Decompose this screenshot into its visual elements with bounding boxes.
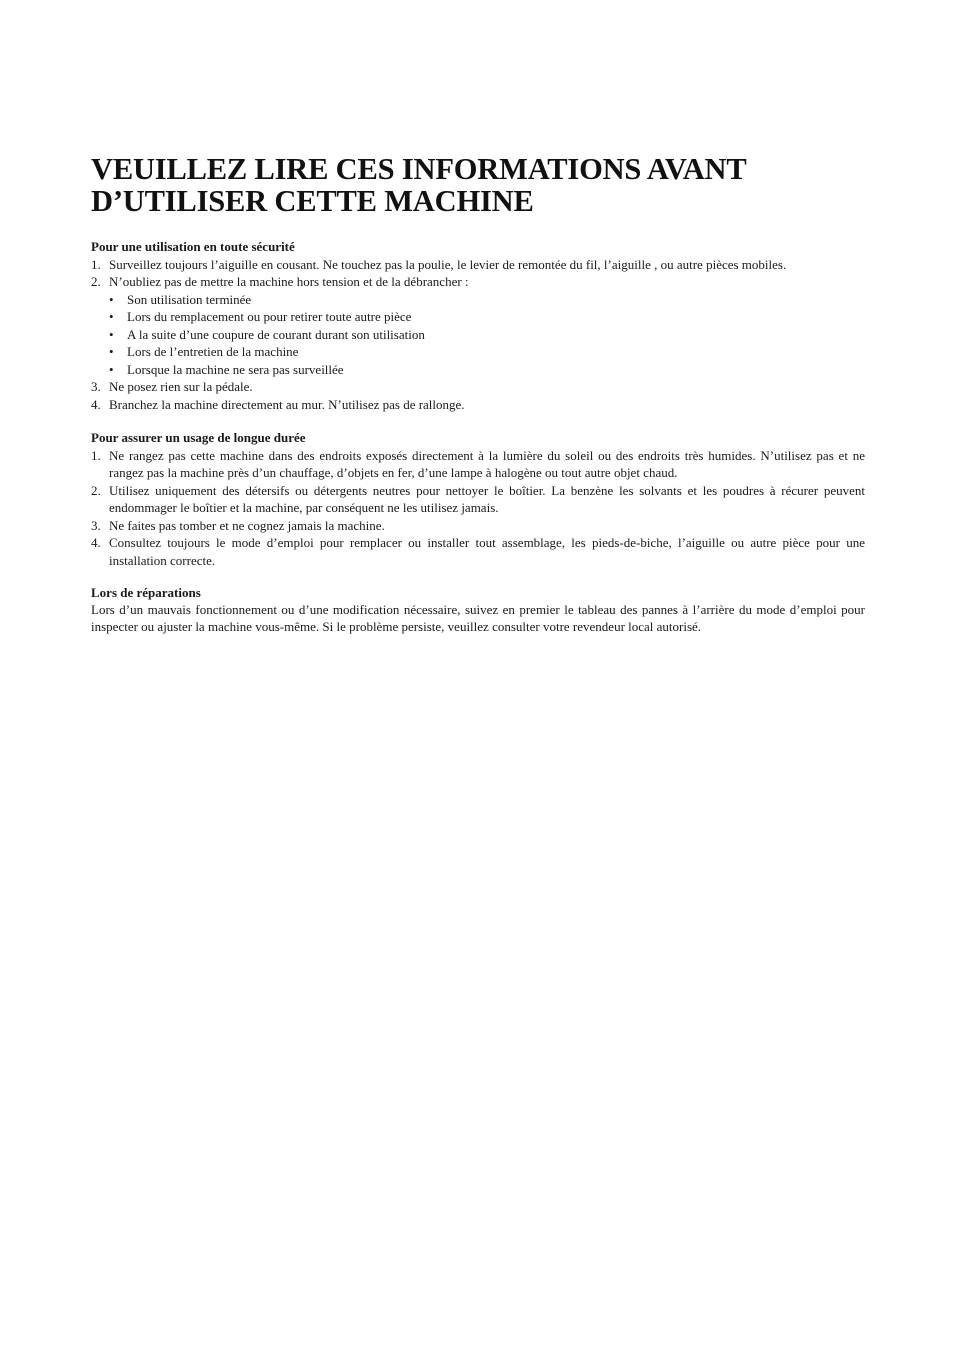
list-item-text: Surveillez toujours l’aiguille en cousant. Ne touchez pas la poulie, le levier de remontée du fil, l’aiguille , ou autre pièces mobiles. — [109, 256, 787, 272]
safety-list — [91, 256, 865, 291]
list-item-number: 4. — [91, 396, 101, 412]
list-item-number: 1. — [91, 256, 101, 272]
list-item-number: 2. — [91, 482, 101, 498]
bullet-icon: • — [109, 291, 114, 307]
section-heading-safety: Pour une utilisation en toute sécurité — [91, 239, 295, 254]
bullet-icon: • — [109, 344, 114, 359]
list-item-text: Utilisez uniquement des détersifs ou détergents neutres pour nettoyer le boîtier. La benzène les solvants et les poudres à récurer peuvent endommager le boîtier et la machine, par conséquent ne les utilisez jamais. — [109, 482, 865, 515]
list-item-number: 3. — [91, 517, 101, 533]
list-item-number: 3. — [91, 379, 101, 394]
list-item — [91, 396, 865, 414]
bullet-icon: • — [109, 326, 114, 342]
list-item — [91, 273, 865, 291]
bullet-item — [91, 361, 865, 379]
bullet-icon: • — [109, 309, 114, 324]
section-safety — [91, 238, 865, 413]
durability-list — [91, 447, 865, 570]
document-page — [91, 153, 865, 635]
list-item-text: Ne posez rien sur la pédale. — [109, 379, 253, 394]
repairs-paragraph: Lors d’un mauvais fonctionnement ou d’une modification nécessaire, suivez en premier le tableau des pannes à l’arrière du mode d’emploi pour inspecter ou ajuster la machine vous-même. Si le problème persiste, veuillez consulter votre revendeur local autorisé. — [91, 602, 865, 634]
bullet-text: Son utilisation terminée — [127, 291, 252, 307]
section-heading-repairs: Lors de réparations — [91, 585, 201, 600]
list-item — [91, 378, 865, 396]
list-item — [91, 482, 865, 517]
list-item-text: Consultez toujours le mode d’emploi pour remplacer ou installer tout assemblage, les pieds-de-biche, l’aiguille ou autre pièce pour une installation correcte. — [109, 535, 865, 568]
page-title-line-2: D’UTILISER CETTE MACHINE — [91, 184, 534, 218]
list-item-number: 4. — [91, 535, 101, 550]
bullet-item — [91, 291, 865, 309]
list-item — [91, 534, 865, 569]
safety-list-continued — [91, 378, 865, 413]
list-item-text: N’oubliez pas de mettre la machine hors tension et de la débrancher : — [109, 274, 469, 289]
list-item-text: Ne faites pas tomber et ne cognez jamais la machine. — [109, 517, 385, 533]
unplug-conditions-list — [91, 291, 865, 379]
bullet-icon: • — [109, 361, 114, 377]
bullet-text: Lors de l’entretien de la machine — [127, 344, 299, 359]
page-title — [91, 153, 865, 217]
list-item — [91, 447, 865, 482]
list-item-number: 2. — [91, 274, 101, 289]
page-title-line-1: VEUILLEZ LIRE CES INFORMATIONS AVANT — [91, 152, 747, 186]
bullet-text: Lorsque la machine ne sera pas surveillée — [127, 361, 344, 377]
list-item — [91, 517, 865, 535]
list-item-number: 1. — [91, 447, 101, 463]
section-durability — [91, 429, 865, 569]
bullet-item — [91, 343, 865, 361]
bullet-item — [91, 326, 865, 344]
bullet-item — [91, 308, 865, 326]
section-repairs — [91, 585, 865, 635]
list-item — [91, 256, 865, 274]
list-item-text: Branchez la machine directement au mur. N’utilisez pas de rallonge. — [109, 396, 465, 412]
bullet-text: Lors du remplacement ou pour retirer toute autre pièce — [127, 309, 412, 324]
list-item-text: Ne rangez pas cette machine dans des endroits exposés directement à la lumière du soleil ou des endroits très humides. N’utilisez pas et ne rangez pas la machine près d’un chauffage, d’objets en fer, d’une lampe à halogène ou tout autre objet chaud. — [109, 447, 865, 480]
bullet-text: A la suite d’une coupure de courant durant son utilisation — [127, 326, 425, 342]
section-heading-durability: Pour assurer un usage de longue durée — [91, 430, 306, 445]
